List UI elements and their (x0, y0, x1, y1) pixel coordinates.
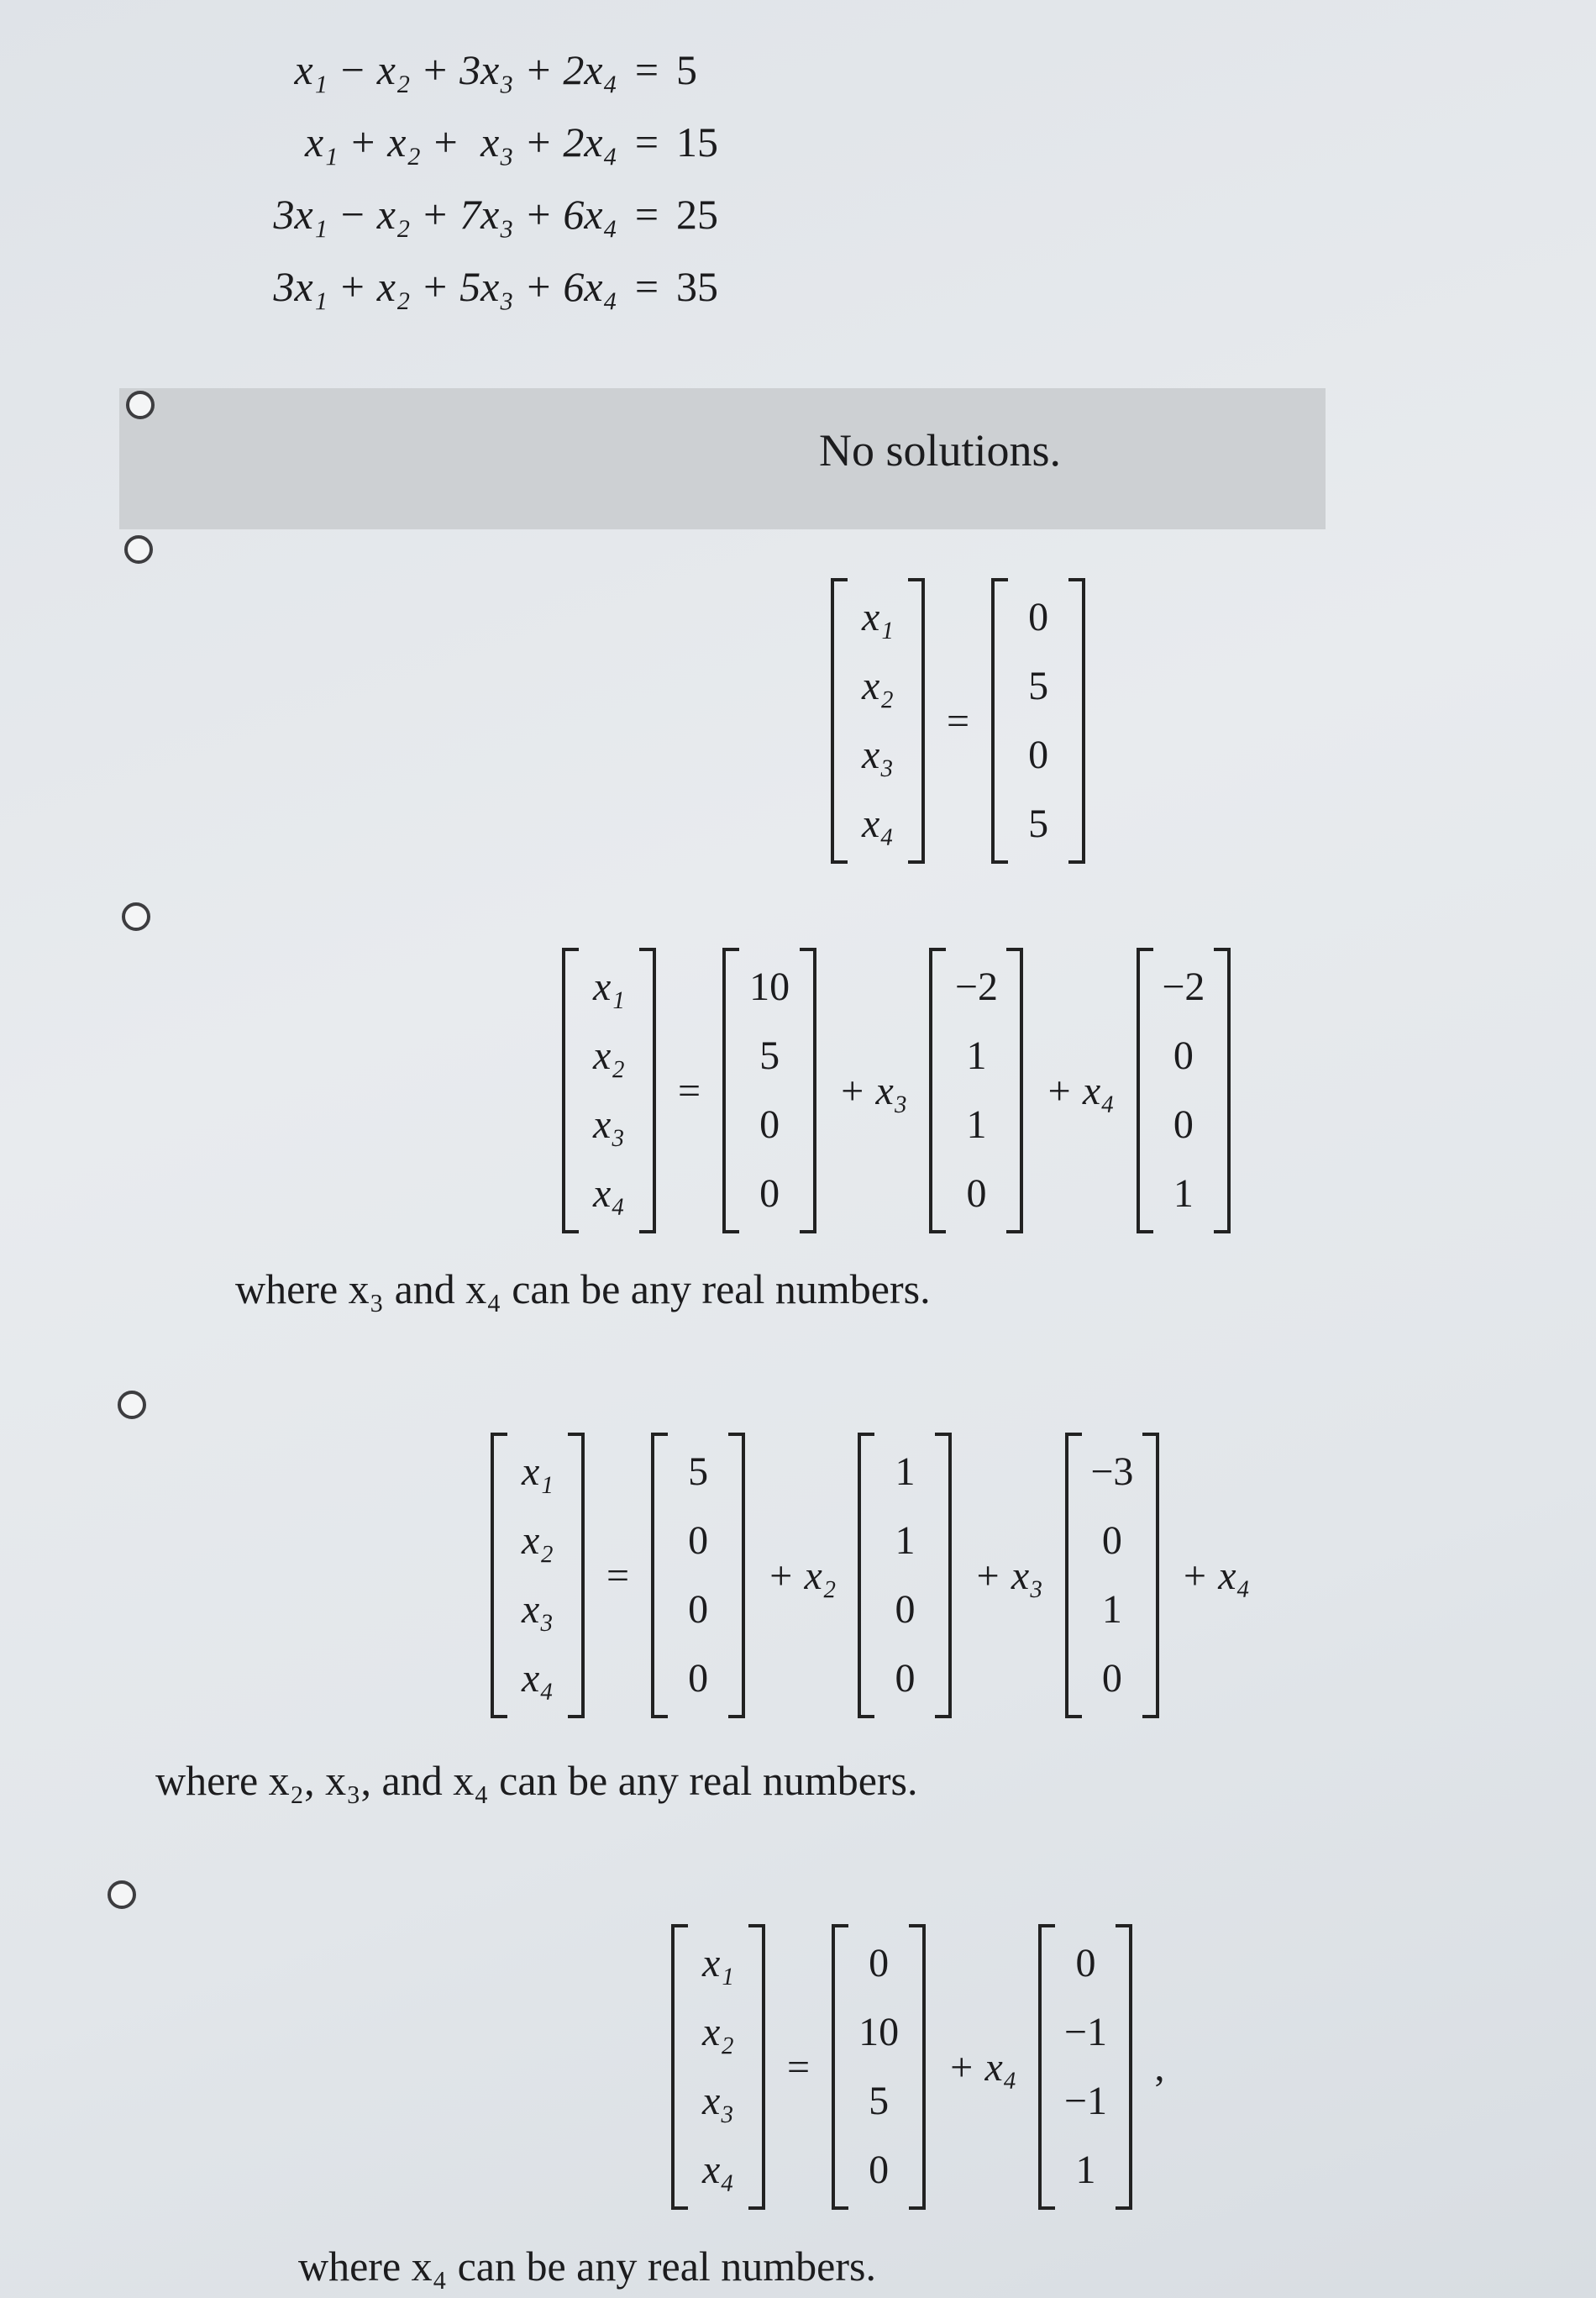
constant-vector: 0 10 5 0 (832, 1924, 926, 2210)
option-b-radio[interactable] (124, 535, 153, 564)
constant-vector: 5 0 0 0 (651, 1433, 745, 1718)
plus-x4: + x₄ (1180, 1553, 1251, 1598)
option-c-radio[interactable] (122, 902, 150, 931)
var-vector: x₁ x₂ x₃ x₄ (562, 948, 656, 1233)
plus-x4: + x₄ (948, 2044, 1017, 2090)
equals-sign: = (947, 698, 970, 744)
var-vector: x₁ x₂ x₃ x₄ (831, 578, 925, 864)
plus-x3: + x₃ (838, 1068, 908, 1113)
option-c-equation (550, 948, 1242, 1233)
plus-x3: + x₃ (974, 1553, 1043, 1598)
direction-vector-2: −2 0 0 1 (1137, 948, 1231, 1233)
trailing-comma: , (1154, 2044, 1165, 2090)
option-a-radio[interactable] (126, 391, 155, 419)
equation-row-2: x₁ + x₂ + x₃ + 2x₄ = 15 (304, 118, 718, 166)
var-vector: x₁ x₂ x₃ x₄ (671, 1924, 765, 2210)
option-a-text: No solutions. (819, 425, 1062, 476)
direction-vector-2: −3 0 1 0 (1065, 1433, 1159, 1718)
option-a-highlight (119, 388, 1326, 529)
equation-system (164, 34, 735, 323)
equation-row-3: 3x₁ − x₂ + 7x₃ + 6x₄ = 25 (273, 191, 718, 238)
direction-vector-1: 0 −1 −1 1 (1038, 1924, 1132, 2210)
option-d-equation (479, 1433, 1260, 1718)
option-b-equation (819, 578, 1097, 864)
option-d-radio[interactable] (118, 1391, 146, 1419)
equation-row-4: 3x₁ + x₂ + 5x₃ + 6x₄ = 35 (273, 263, 718, 310)
direction-vector-1: −2 1 1 0 (929, 948, 1023, 1233)
constant-vector: 0 5 0 5 (991, 578, 1085, 864)
equals-sign: = (678, 1068, 701, 1113)
equals-sign: = (787, 2044, 811, 2090)
var-vector: x₁ x₂ x₃ x₄ (491, 1433, 585, 1718)
equals-sign: = (606, 1553, 630, 1598)
option-c-caption: where x₃ and x₄ can be any real numbers. (235, 1265, 931, 1312)
plus-x2: + x₂ (767, 1553, 837, 1598)
constant-vector: 10 5 0 0 (722, 948, 816, 1233)
direction-vector-1: 1 1 0 0 (858, 1433, 952, 1718)
option-e-caption: where x₄ can be any real numbers. (298, 2243, 876, 2290)
option-e-equation (659, 1924, 1174, 2210)
equation-row-1: x₁ − x₂ + 3x₃ + 2x₄ = 5 (294, 46, 697, 93)
plus-x4: + x₄ (1045, 1068, 1115, 1113)
option-d-caption: where x₂, x₃, and x₄ can be any real numbers. (155, 1757, 918, 1804)
option-e-radio[interactable] (108, 1880, 136, 1909)
